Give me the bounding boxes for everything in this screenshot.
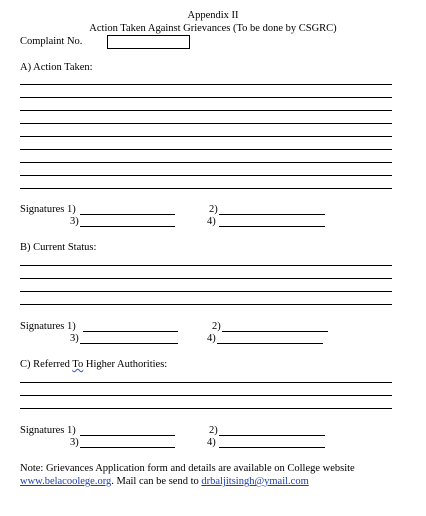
writing-line[interactable]	[20, 408, 392, 409]
signature-line-1[interactable]	[80, 214, 175, 215]
section-b-heading: B) Current Status:	[20, 242, 97, 253]
signatures-label: Signatures 1)	[20, 204, 76, 215]
writing-line[interactable]	[20, 136, 392, 137]
email-link[interactable]: drbaljitsingh@ymail.com	[201, 476, 309, 487]
signature-number-3: 3)	[70, 333, 79, 344]
complaint-no-field[interactable]	[107, 35, 190, 49]
signature-number-2: 2)	[209, 204, 218, 215]
signature-number-4: 4)	[207, 216, 216, 227]
section-a-heading: A) Action Taken:	[20, 62, 93, 73]
signature-number-4: 4)	[207, 437, 216, 448]
writing-line[interactable]	[20, 97, 392, 98]
writing-line[interactable]	[20, 84, 392, 85]
appendix-label: Appendix II	[187, 10, 239, 21]
signature-line-4[interactable]	[219, 226, 325, 227]
note-text: Note: Grievances Application form and details are available on College website	[20, 463, 355, 474]
signature-line-4[interactable]	[217, 343, 323, 344]
writing-line[interactable]	[20, 382, 392, 383]
writing-line[interactable]	[20, 304, 392, 305]
signature-line-2[interactable]	[219, 214, 325, 215]
section-c-heading: C) Referred To Higher Authorities:	[20, 359, 168, 370]
signature-number-2: 2)	[209, 425, 218, 436]
signatures-label: Signatures 1)	[20, 321, 76, 332]
writing-line[interactable]	[20, 110, 392, 111]
signature-number-3: 3)	[70, 216, 79, 227]
signature-line-4[interactable]	[219, 447, 325, 448]
spellcheck-underlined-word: To	[72, 359, 84, 370]
complaint-no-label: Complaint No.	[20, 36, 83, 47]
writing-line[interactable]	[20, 188, 392, 189]
signatures-label: Signatures 1)	[20, 425, 76, 436]
signature-line-3[interactable]	[80, 226, 175, 227]
note-contact: www.belacoolege.org. Mail can be send to drbaljitsingh@ymail.com	[20, 476, 309, 487]
signature-line-1[interactable]	[83, 331, 178, 332]
writing-line[interactable]	[20, 123, 392, 124]
signature-number-4: 4)	[207, 333, 216, 344]
signature-line-2[interactable]	[222, 331, 328, 332]
signature-line-3[interactable]	[80, 447, 175, 448]
writing-line[interactable]	[20, 162, 392, 163]
signature-line-2[interactable]	[219, 435, 325, 436]
signature-line-1[interactable]	[80, 435, 175, 436]
writing-line[interactable]	[20, 395, 392, 396]
page-title: Action Taken Against Grievances (To be done by CSGRC)	[89, 23, 337, 34]
signature-number-3: 3)	[70, 437, 79, 448]
college-website-link[interactable]: www.belacoolege.org	[20, 476, 112, 487]
writing-line[interactable]	[20, 265, 392, 266]
writing-line[interactable]	[20, 175, 392, 176]
writing-line[interactable]	[20, 149, 392, 150]
signature-number-2: 2)	[212, 321, 221, 332]
writing-line[interactable]	[20, 278, 392, 279]
writing-line[interactable]	[20, 291, 392, 292]
signature-line-3[interactable]	[80, 343, 178, 344]
